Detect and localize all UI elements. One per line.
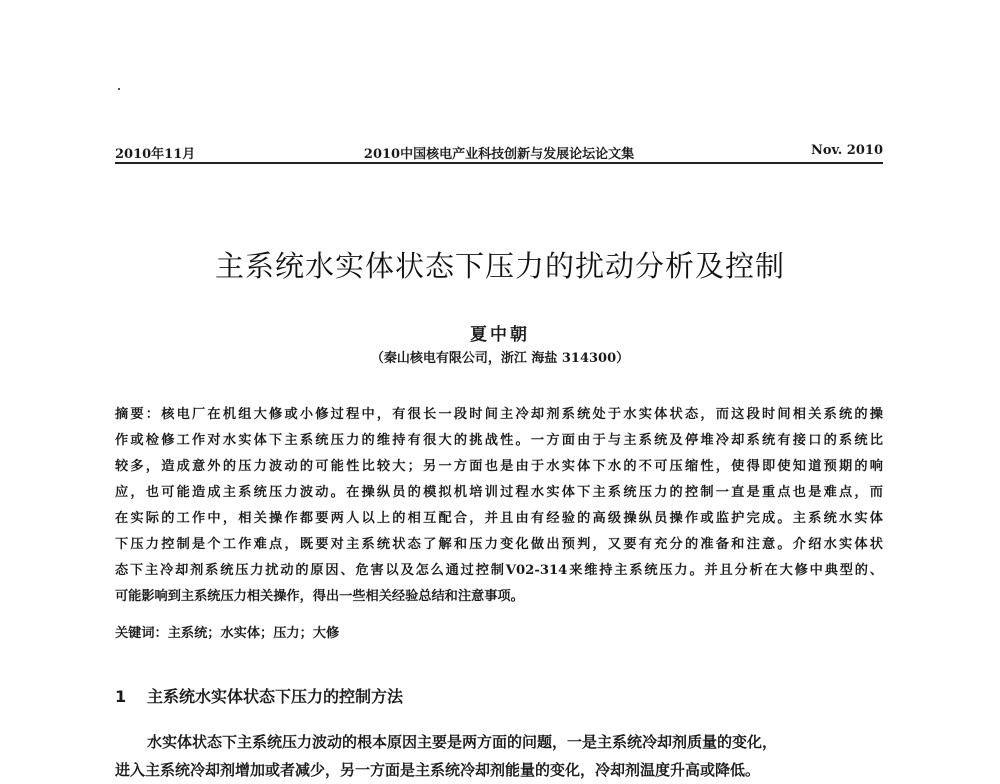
abstract-line: 作或检修工作对水实体下主系统压力的维持有很大的挑战性。一方面由于与主系统及停堆冷却系统有接口的系统比 [115, 433, 883, 448]
abstract-line: 应，也可能造成主系统压力波动。在操纵员的模拟机培训过程水实体下主系统压力的控制一直是重点也是难点，而 [115, 485, 883, 500]
abstract-line: 摘要：核电厂在机组大修或小修过程中，有很长一段时间主冷却剂系统处于水实体状态，而这段时间相关系统的操 [115, 407, 883, 422]
abstract-line: 在实际的工作中，相关操作都要两人以上的相互配合，并且由有经验的高级操纵员操作或监护完成。主系统水实体 [115, 511, 883, 526]
header-date-cn: 2010年11月 [115, 147, 196, 162]
author-name: 夏中朝 [470, 325, 530, 345]
header-journal-title: 2010中国核电产业科技创新与发展论坛论文集 [363, 147, 635, 162]
body-line: 水实体状态下主系统压力波动的根本原因主要是两方面的问题，一是主系统冷却剂质量的变化， [147, 733, 778, 751]
scan-speck [118, 88, 120, 90]
keywords: 关键词：主系统；水实体；压力；大修 [115, 626, 340, 641]
author-affiliation: （秦山核电有限公司，浙江 海盐 314300） [370, 351, 630, 366]
paper-title: 主系统水实体状态下压力的扰动分析及控制 [214, 249, 785, 283]
abstract-line: 下压力控制是个工作难点，既要对主系统状态了解和压力变化做出预判，又要有充分的准备和注意。介绍水实体状 [115, 537, 883, 552]
abstract-line: 态下主冷却剂系统压力扰动的原因、危害以及怎么通过控制V02-314来维持主系统压力。并且分析在大修中典型的、 [115, 563, 883, 578]
header-rule [115, 162, 883, 164]
abstract [115, 402, 883, 610]
section-number: 1 [115, 687, 127, 706]
abstract-line: 较多，造成意外的压力波动的可能性比较大；另一方面也是由于水实体下水的不可压缩性，使得即使知道预期的响 [115, 459, 883, 474]
header-date-en: Nov. 2010 [810, 143, 883, 158]
body-text [115, 728, 883, 784]
section-heading [115, 684, 403, 707]
section-title: 主系统水实体状态下压力的控制方法 [147, 687, 404, 706]
body-line: 进入主系统冷却剂增加或者减少，另一方面是主系统冷却剂能量的变化，冷却剂温度升高或降低。 [115, 761, 761, 779]
running-header [115, 143, 883, 163]
abstract-line: 可能影响到主系统压力相关操作，得出一些相关经验总结和注意事项。 [115, 589, 524, 604]
